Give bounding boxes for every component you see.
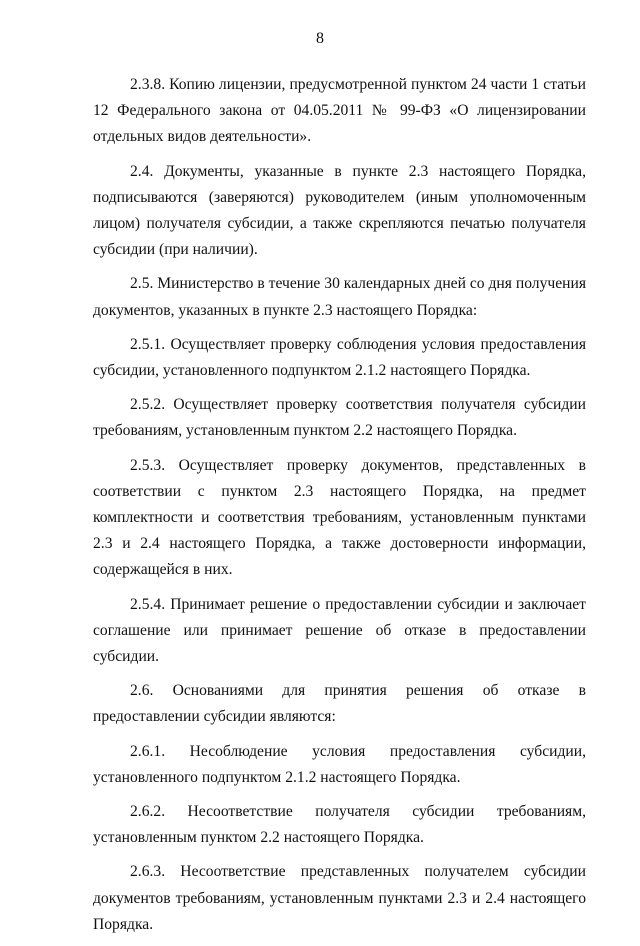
- paragraph-2-4: 2.4. Документы, указанные в пункте 2.3 настоящего Порядка, подписываются (заверяются) руководителем (иным уполномоченным лицом) получателя субсидии, а также скрепляются печатью получателя субсидии (при наличии).: [93, 162, 586, 259]
- page-number: 8: [316, 30, 324, 47]
- document-body: [93, 72, 586, 946]
- paragraph-2-3-8: 2.3.8. Копию лицензии, предусмотренной пунктом 24 части 1 статьи 12 Федерального закона от 04.05.2011 № 99-ФЗ «О лицензировании отдельных видов деятельности».: [93, 76, 586, 146]
- paragraph-2-6: 2.6. Основаниями для принятия решения об отказе в предоставлении субсидии являются:: [93, 682, 586, 726]
- paragraph-2-6-1: 2.6.1. Несоблюдение условия предоставления субсидии, установленного подпунктом 2.1.2 настоящего Порядка.: [93, 742, 586, 786]
- paragraph-2-6-2: 2.6.2. Несоответствие получателя субсидии требованиям, установленным пунктом 2.2 настоящего Порядка.: [93, 803, 586, 847]
- paragraph-2-5-1: 2.5.1. Осуществляет проверку соблюдения условия предоставления субсидии, установленного подпунктом 2.1.2 настоящего Порядка.: [93, 335, 586, 380]
- paragraph-2-6-3: 2.6.3. Несоответствие представленных получателем субсидии документов требованиям, установленным пунктами 2.3 и 2.4 настоящего Порядка.: [93, 863, 586, 933]
- paragraph-2-5-2: 2.5.2. Осуществляет проверку соответствия получателя субсидии требованиям, установленным пунктом 2.2 настоящего Порядка.: [93, 396, 586, 440]
- paragraph-2-5: 2.5. Министерство в течение 30 календарных дней со дня получения документов, указанных в пункте 2.3 настоящего Порядка:: [93, 275, 586, 319]
- paragraph-2-5-3: 2.5.3. Осуществляет проверку документов, представленных в соответствии с пунктом 2.3 настоящего Порядка, на предмет комплектности и соответствия требованиям, установленным пунктами 2.3 и 2.4 настоящего Порядка, а также достоверности информации, содержащейся в них.: [93, 456, 586, 579]
- paragraph-2-5-4: 2.5.4. Принимает решение о предоставлении субсидии и заключает соглашение или принимает решение об отказе в предоставлении субсидии.: [93, 595, 586, 666]
